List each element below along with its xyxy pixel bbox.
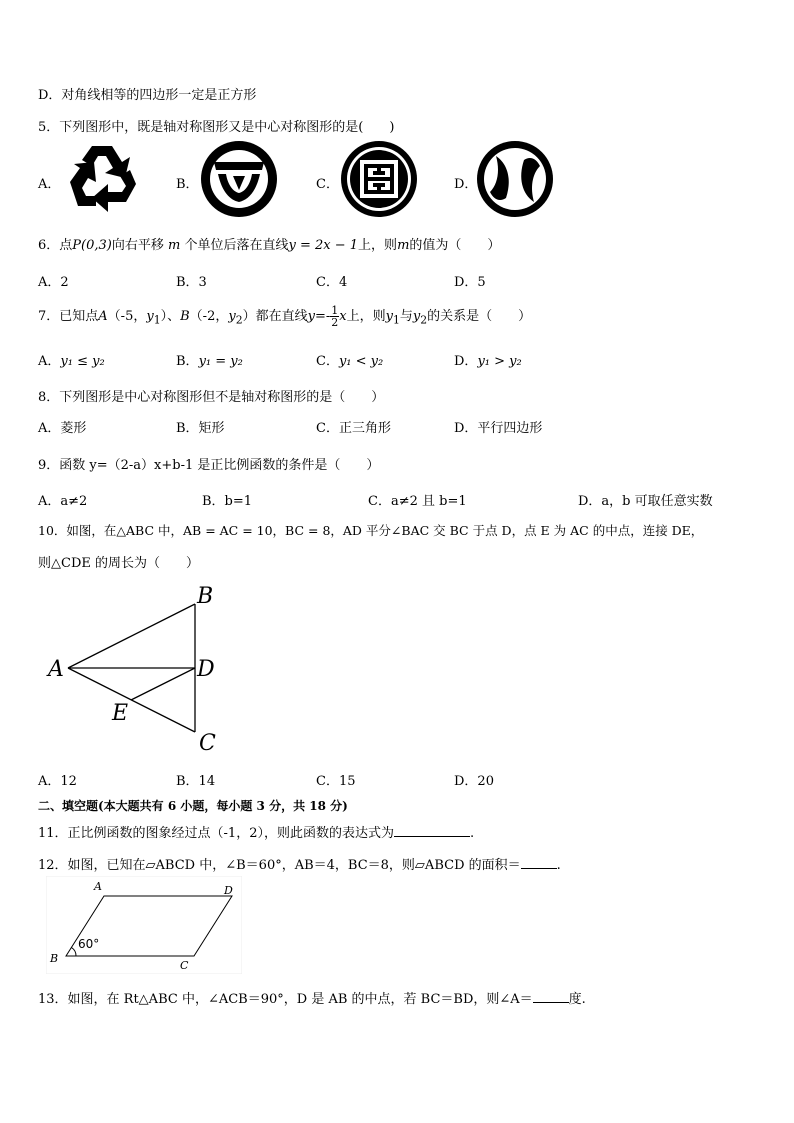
- q5-label-c: C．: [316, 177, 339, 192]
- q12-answer-blank[interactable]: [521, 856, 557, 869]
- q10-label-d: D: [197, 657, 215, 682]
- q5-label-b: B．: [176, 177, 199, 192]
- q11-stem-text: 11．正比例函数的图象经过点（-1，2），则此函数的表达式为: [38, 826, 394, 841]
- q8-option-d: D．平行四边形: [454, 421, 543, 436]
- q10-option-b: B．14: [176, 774, 216, 789]
- q5-label-a: A．: [38, 177, 61, 192]
- q6-text-2: 向右平移: [111, 238, 164, 253]
- q6-line-equation: y = 2x − 1: [288, 238, 359, 253]
- q7-y1-a: y: [146, 309, 154, 324]
- q6-option-c: C．4: [316, 275, 348, 290]
- q11-stem-end: .: [469, 826, 475, 841]
- q7-option-c-value: y₁ < y₂: [338, 354, 384, 369]
- q12-stem-end: .: [556, 858, 561, 873]
- q7-text-4: （-2，: [189, 309, 229, 324]
- q8-option-c: C．正三角形: [316, 421, 391, 436]
- q6-text-5: 的值为（ ）: [409, 238, 501, 253]
- q13-stem-text: 13．如图，在 Rt△ABC 中，∠ACB＝90°，D 是 AB 的中点，若 BC＝BD，则∠A＝: [38, 992, 533, 1007]
- q7-text-6: =-: [314, 309, 331, 324]
- q8-stem: 8．下列图形是中心对称图形但不是轴对称图形的是（ ）: [38, 390, 385, 405]
- q7-denominator: 2: [331, 316, 339, 329]
- q9-option-c: C．a≠2 且 b=1: [368, 494, 467, 509]
- q7-text-7: 上，则: [346, 309, 386, 324]
- q6-text-3: 个单位后落在直线: [184, 238, 289, 253]
- q7-option-a-label: A．: [38, 354, 61, 369]
- q10-triangle-figure: [44, 582, 234, 754]
- section2-title: 二、填空题(本大题共有 6 小题，每小题 3 分，共 18 分): [38, 799, 348, 813]
- q7-option-d-label: D．: [454, 354, 478, 369]
- q9-option-a: A．a≠2: [38, 494, 88, 509]
- q10-option-c: C．15: [316, 774, 356, 789]
- q12-label-b: B: [50, 952, 59, 965]
- q7-text-2: （-5，: [107, 309, 147, 324]
- q10-stem-line2: 则△CDE 的周长为（ ）: [38, 556, 199, 571]
- circle-emblem-b-icon: [200, 140, 278, 218]
- q7-option-b: [176, 350, 243, 369]
- q7-y1-b: y: [385, 309, 393, 324]
- q6-text-4: 上，则: [358, 238, 398, 253]
- q13-stem-end: 度.: [568, 992, 586, 1007]
- q7-option-b-value: y₁ = y₂: [198, 354, 243, 369]
- q5-stem: 5．下列图形中，既是轴对称图形又是中心对称图形的是( ): [38, 120, 395, 135]
- q7-x-var: x: [339, 309, 347, 324]
- q7-y2-b: y: [412, 309, 421, 324]
- q11-stem: [38, 822, 474, 841]
- q7-y-var: y: [307, 309, 315, 324]
- q10-label-a: A: [48, 657, 64, 682]
- q9-option-b: B．b=1: [202, 494, 253, 509]
- q7-point-b: B: [180, 309, 190, 324]
- q6-stem: [38, 234, 500, 253]
- q9-stem: 9．函数 y=（2-a）x+b-1 是正比例函数的条件是（ ）: [38, 458, 380, 473]
- q7-option-a: [38, 350, 105, 369]
- q7-text-3: ）、: [160, 309, 181, 324]
- q7-numerator: 1: [331, 304, 339, 317]
- q6-var-m: m: [168, 238, 181, 253]
- q12-label-d: D: [224, 884, 233, 897]
- q6-option-a: A．2: [38, 275, 69, 290]
- q6-option-b: B．3: [176, 275, 207, 290]
- q7-text-9: 的关系是（ ）: [427, 309, 532, 324]
- q6-point: P(0,3): [72, 238, 112, 253]
- q7-y2-a: y: [228, 309, 236, 324]
- q6-option-d: D．5: [454, 275, 486, 290]
- q7-option-c-label: C．: [316, 354, 339, 369]
- q10-option-d: D．20: [454, 774, 494, 789]
- q7-option-c: [316, 350, 383, 369]
- q7-point-a: A: [98, 309, 108, 324]
- q4-option-d: D．对角线相等的四边形一定是正方形: [38, 88, 257, 103]
- q11-answer-blank[interactable]: [394, 824, 470, 837]
- swirl-emblem-d-icon: [476, 140, 554, 218]
- q7-option-d: [454, 350, 522, 369]
- q12-stem: [38, 854, 561, 873]
- q12-parallelogram-figure: [46, 876, 242, 974]
- q7-option-b-label: B．: [176, 354, 199, 369]
- q6-text-1: 6．点: [38, 238, 73, 253]
- q8-option-a: A．菱形: [38, 421, 87, 436]
- recycle-icon: [62, 140, 142, 220]
- q13-stem: [38, 988, 586, 1007]
- q5-label-d: D．: [454, 177, 478, 192]
- q7-text-8: 与: [399, 309, 413, 324]
- q10-label-b: B: [197, 584, 214, 609]
- q12-label-a: A: [94, 880, 102, 893]
- q7-stem: 7．已知点A（-5，$y_1$）、B（-2，$y_2$）都在直线y=- $\frac{1}{2}$ x上，则$y_1$与$y_2$的关系是（ ）: [38, 304, 532, 329]
- q7-text-5: ）都在直线: [242, 309, 308, 324]
- q12-label-c: C: [180, 959, 189, 972]
- q10-option-a: A．12: [38, 774, 77, 789]
- q7-option-a-value: y₁ ≤ y₂: [60, 354, 105, 369]
- circle-seal-c-icon: [340, 140, 418, 218]
- q10-label-c: C: [199, 731, 216, 754]
- q10-label-e: E: [112, 701, 129, 726]
- q12-stem-text: 12．如图，已知在▱ABCD 中，∠B＝60°，AB＝4，BC＝8，则▱ABCD 的面积＝: [38, 858, 521, 873]
- q6-var-m-2: m: [397, 238, 410, 253]
- q13-answer-blank[interactable]: [533, 990, 569, 1003]
- q7-fraction: [330, 305, 339, 328]
- q12-angle-label: 60°: [78, 937, 100, 951]
- q8-option-b: B．矩形: [176, 421, 225, 436]
- q10-stem-line1: 10．如图，在△ABC 中，AB = AC = 10，BC = 8，AD 平分∠BAC 交 BC 于点 D，点 E 为 AC 的中点，连接 DE，: [38, 523, 704, 538]
- q7-text-1: 7．已知点: [38, 309, 99, 324]
- q7-option-d-value: y₁ > y₂: [477, 354, 522, 369]
- q9-option-d: D．a，b 可取任意实数: [578, 494, 713, 509]
